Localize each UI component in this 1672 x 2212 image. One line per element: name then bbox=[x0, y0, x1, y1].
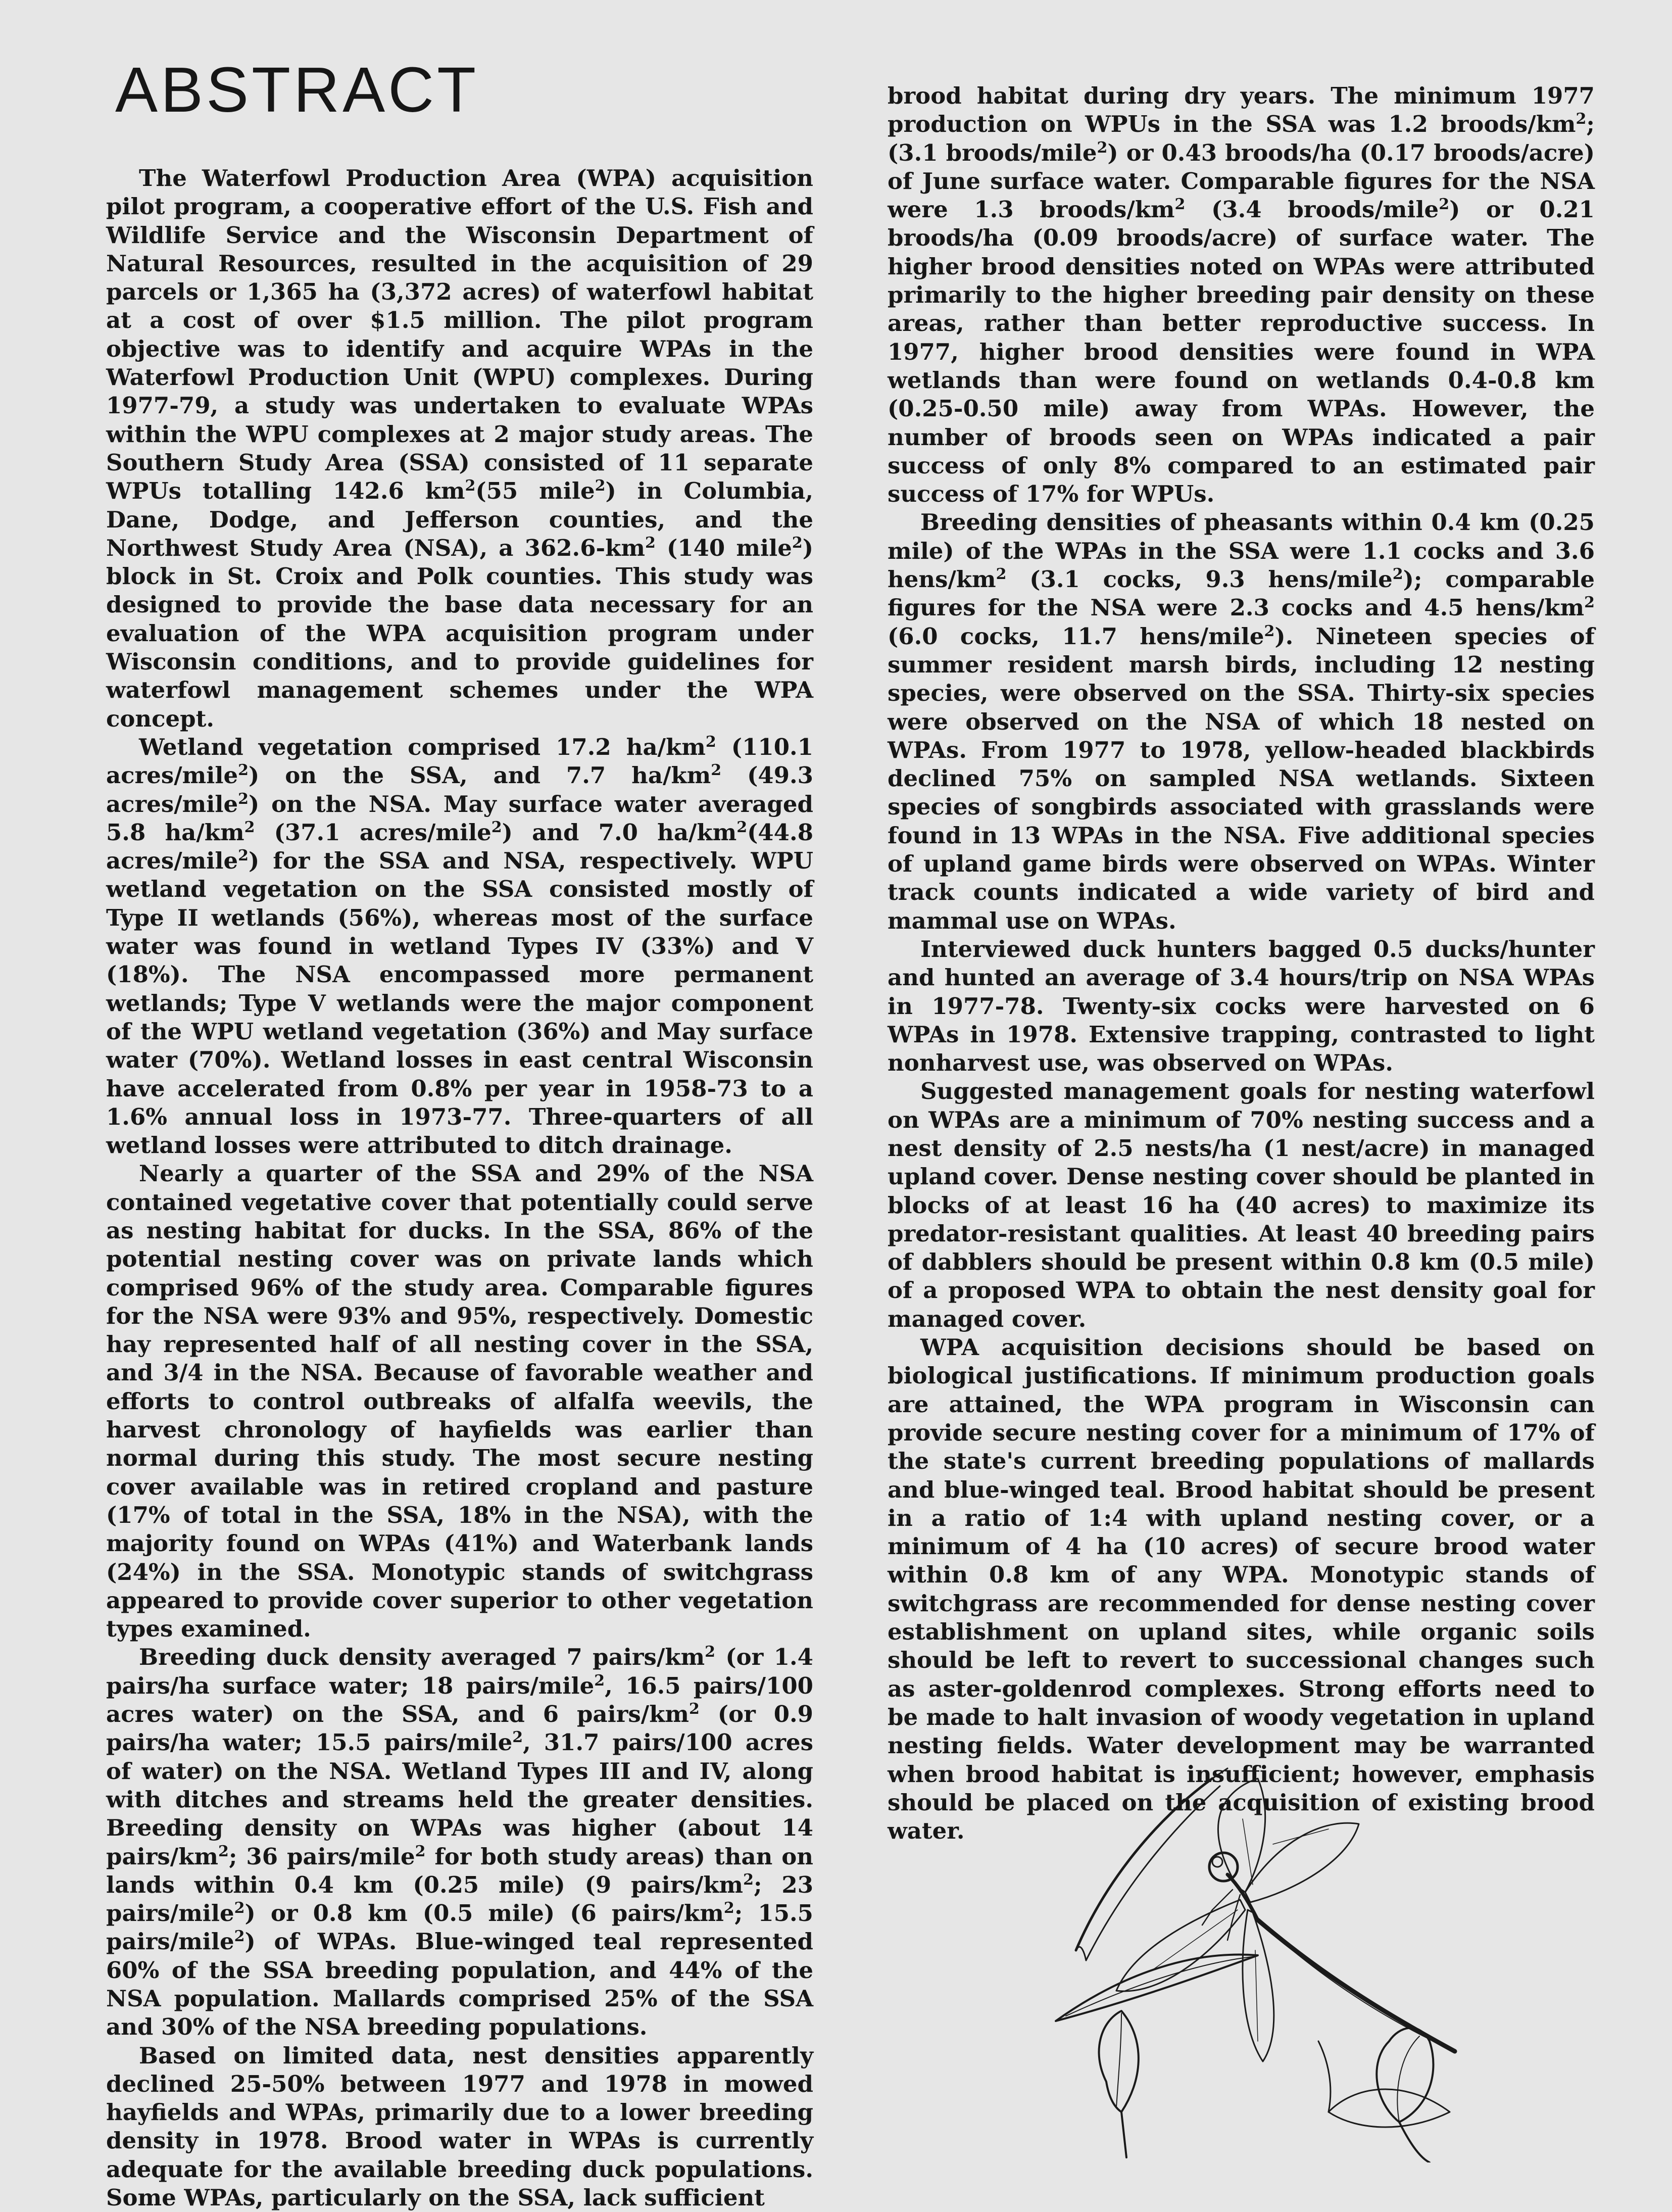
abstract-paragraph bbox=[106, 2042, 813, 2212]
text-run: (3.4 broods/mile bbox=[1185, 196, 1439, 223]
text-run: ); comparable figures for the NSA were 2.3 cocks and 4.5 hens/km bbox=[888, 566, 1595, 621]
superscript: 2 bbox=[705, 1643, 715, 1661]
text-run: ; 23 pairs/mile bbox=[106, 1871, 814, 1927]
abstract-paragraph bbox=[106, 1643, 813, 2041]
abstract-paragraph bbox=[106, 1160, 813, 1643]
text-run: (110.1 acres/mile bbox=[106, 733, 814, 789]
text-run: (37.1 acres/mile bbox=[255, 819, 491, 846]
text-run: Interviewed duck hunters bagged 0.5 ducks/hunter and hunted an average of 3.4 hours/trip on NSA WPAs in 1977-78. Twenty-six cocks were harvested on 6 WPAs in 1978. Extensive trapping, contrasted to light nonharvest use, was observed on WPAs. bbox=[888, 935, 1595, 1077]
text-run: (44.8 acres/mile bbox=[106, 819, 814, 875]
page-title: ABSTRACT bbox=[115, 54, 479, 125]
text-run: (49.3 acres/mile bbox=[106, 762, 813, 818]
superscript: 2 bbox=[1584, 594, 1595, 612]
superscript: 2 bbox=[595, 477, 606, 495]
text-run: ) on the SSA, and 7.7 ha/km bbox=[248, 762, 711, 789]
text-run: Suggested management goals for nesting waterfowl on WPAs are a minimum of 70% nesting success and a nest density of 2.5 nests/ha (1 nest/acre) in managed upland cover. Dense nesting cover should be planted in blocks of at least 16 ha (40 acres) to maximize its predator-resistant qualities. At least 40 breeding pairs of dabblers should be present within 0.8 km (0.5 mile) of a proposed WPA to obtain the nest density goal for managed cover. bbox=[888, 1078, 1595, 1332]
superscript: 2 bbox=[238, 790, 249, 808]
superscript: 2 bbox=[238, 761, 249, 780]
text-run: Breeding duck density averaged 7 pairs/km bbox=[139, 1644, 705, 1671]
text-run: (140 mile bbox=[655, 534, 792, 561]
superscript: 2 bbox=[415, 1842, 426, 1860]
text-run: Breeding densities of pheasants within 0.4 km (0.25 mile) of the WPAs in the SSA were 1.1 cocks and 3.6 hens/km bbox=[888, 509, 1595, 593]
text-run: ) on the NSA. May surface water averaged 5.8 ha/km bbox=[106, 790, 813, 846]
left-column bbox=[106, 164, 813, 2212]
text-run: (55 mile bbox=[475, 477, 595, 505]
text-run: ; 36 pairs/mile bbox=[228, 1843, 415, 1870]
superscript: 2 bbox=[491, 818, 502, 836]
superscript: 2 bbox=[743, 1870, 754, 1889]
superscript: 2 bbox=[1392, 565, 1403, 584]
text-run: ; 15.5 pairs/mile bbox=[106, 1900, 813, 1955]
text-run: , 16.5 pairs/100 acres water) on the SSA, and 6 pairs/km bbox=[106, 1672, 813, 1728]
abstract-paragraph bbox=[888, 1077, 1595, 1333]
superscript: 2 bbox=[244, 818, 255, 836]
superscript: 2 bbox=[1576, 110, 1587, 128]
dragonfly-illustration bbox=[1046, 1758, 1652, 2162]
superscript: 2 bbox=[689, 1700, 700, 1718]
text-run: ) in Columbia, Dane, Dodge, and Jefferson counties, and the Northwest Study Area (NSA), a 362.6-km bbox=[106, 477, 814, 561]
text-run: ) of WPAs. Blue-winged teal represented 60% of the SSA breeding population, and 44% of the NSA population. Mallards comprised 25% of the SSA and 30% of the NSA breeding populations. bbox=[106, 1928, 813, 2041]
text-run: ) or 0.43 broods/ha (0.17 broods/acre) of June surface water. Comparable figures for the NSA were 1.3 broods/km bbox=[888, 139, 1595, 223]
text-run: WPA acquisition decisions should be based on biological justifications. If minimum production goals are attained, the WPA program in Wisconsin can provide secure nesting cover for a minimum of 17% of the state's current breeding populations of mallards and blue-winged teal. Brood habitat should be present in a ratio of 1:4 with upland nesting cover, or a minimum of 4 ha (10 acres) of secure brood water within 0.8 km of any WPA. Monotypic stands of switchgrass are recommended for dense nesting cover establishment on upland sites, while organic soils should be left to revert to successional changes such as aster-goldenrod complexes. Strong efforts need to be made to halt invasion of woody vegetation in upland nesting fields. Water development may be warranted when brood habitat is insufficient; however, emphasis should be placed on the acquisition of existing brood water. bbox=[888, 1334, 1595, 1845]
text-run: brood habitat during dry years. The minimum 1977 production on WPUs in the SSA was 1.2 broods/km bbox=[888, 82, 1595, 138]
text-run: ) block in St. Croix and Polk counties. This study was designed to provide the base data necessary for an evaluation of the WPA acquisition program under Wisconsin conditions, and to provide guidelines for waterfowl management schemes under the WPA concept. bbox=[106, 534, 813, 732]
superscript: 2 bbox=[594, 1671, 605, 1690]
text-run: (3.1 cocks, 9.3 hens/mile bbox=[1006, 566, 1393, 593]
right-column bbox=[888, 82, 1595, 1845]
superscript: 2 bbox=[645, 534, 656, 552]
superscript: 2 bbox=[711, 761, 722, 780]
superscript: 2 bbox=[705, 733, 716, 751]
superscript: 2 bbox=[1439, 196, 1450, 214]
text-run: ). Nineteen species of summer resident marsh birds, including 12 nesting species, were observed on the SSA. Thirty-six species were observed on the NSA of which 18 nested on WPAs. From 1977 to 1978, yellow-headed blackbirds declined 75% on sampled NSA wetlands. Sixteen species of songbirds associated with grasslands were found in 13 WPAs in the NSA. Five additional species of upland game birds were observed on WPAs. Winter track counts indicated a wide variety of bird and mammal use on WPAs. bbox=[888, 622, 1595, 934]
superscript: 2 bbox=[512, 1728, 523, 1747]
superscript: 2 bbox=[736, 818, 748, 836]
text-run: The Waterfowl Production Area (WPA) acquisition pilot program, a cooperative effort of the U.S. Fish and Wildlife Service and the Wisconsin Department of Natural Resources, resulted in the acquisition of 29 parcels or 1,365 ha (3,372 acres) of waterfowl habitat at a cost of over $1.5 million. The pilot program objective was to identify and acquire WPAs in the Waterfowl Production Unit (WPU) complexes. During 1977-79, a study was undertaken to evaluate WPAs within the WPU complexes at 2 major study areas. The Southern Study Area (SSA) consisted of 11 separate WPUs totalling 142.6 km bbox=[106, 165, 813, 505]
text-run: (or 0.9 pairs/ha water; 15.5 pairs/mile bbox=[106, 1701, 813, 1756]
superscript: 2 bbox=[1264, 622, 1275, 640]
superscript: 2 bbox=[723, 1899, 734, 1917]
superscript: 2 bbox=[218, 1842, 229, 1860]
text-run: ) or 0.21 broods/ha (0.09 broods/acre) of surface water. The higher brood densities noted on WPAs were attributed primarily to the higher breeding pair density on these areas, rather than better reproductive success. In 1977, higher brood densities were found in WPA wetlands than were found on wetlands 0.4-0.8 km (0.25-0.50 mile) away from WPAs. However, the number of broods seen on WPAs indicated a pair success of only 8% compared to an estimated pair success of 17% for WPUs. bbox=[888, 196, 1595, 508]
superscript: 2 bbox=[1174, 196, 1186, 214]
text-run: Wetland vegetation comprised 17.2 ha/km bbox=[139, 733, 706, 760]
text-run: (or 1.4 pairs/ha surface water; 18 pairs/mile bbox=[106, 1644, 813, 1699]
text-run: ) or 0.8 km (0.5 mile) (6 pairs/km bbox=[244, 1900, 724, 1927]
superscript: 2 bbox=[792, 534, 803, 552]
superscript: 2 bbox=[234, 1899, 245, 1917]
text-run: (6.0 cocks, 11.7 hens/mile bbox=[888, 622, 1264, 650]
superscript: 2 bbox=[1097, 138, 1108, 157]
superscript: 2 bbox=[996, 565, 1007, 584]
abstract-paragraph bbox=[888, 82, 1595, 508]
text-run: for both study areas) than on lands within 0.4 km (0.25 mile) (9 pairs/km bbox=[106, 1843, 813, 1898]
superscript: 2 bbox=[234, 1928, 245, 1946]
superscript: 2 bbox=[465, 477, 476, 495]
abstract-paragraph bbox=[106, 733, 813, 1160]
abstract-paragraph bbox=[106, 164, 813, 733]
text-run: ) for the SSA and NSA, respectively. WPU wetland vegetation on the SSA consisted mostly of Type II wetlands (56%), whereas most of the surface water was found in wetland Types IV (33%) and V (18%). The NSA encompassed more permanent wetlands; Type V wetlands were the major component of the WPU wetland vegetation (36%) and May surface water (70%). Wetland losses in east central Wisconsin have accelerated from 0.8% per year in 1958-73 to a 1.6% annual loss in 1973-77. Three-quarters of all wetland losses were attributed to ditch drainage. bbox=[106, 847, 813, 1159]
abstract-paragraph bbox=[888, 508, 1595, 935]
text-run: Nearly a quarter of the SSA and 29% of the NSA contained vegetative cover that potentially could serve as nesting habitat for ducks. In the SSA, 86% of the potential nesting cover was on private lands which comprised 96% of the study area. Comparable figures for the NSA were 93% and 95%, respectively. Domestic hay represented half of all nesting cover in the SSA, and 3/4 in the NSA. Because of favorable weather and efforts to control outbreaks of alfalfa weevils, the harvest chronology of hayfields was earlier than normal during this study. The most secure nesting cover available was in retired cropland and pasture (17% of total in the SSA, 18% in the NSA), with the majority found on WPAs (41%) and Waterbank lands (24%) in the SSA. Monotypic stands of switchgrass appeared to provide cover superior to other vegetation types examined. bbox=[106, 1160, 813, 1643]
text-run: ) and 7.0 ha/km bbox=[502, 819, 737, 846]
text-run: , 31.7 pairs/100 acres of water) on the NSA. Wetland Types III and IV, along with ditches and streams held the greater densities. Breeding density on WPAs was higher (about 14 pairs/km bbox=[106, 1729, 813, 1870]
text-run: Based on limited data, nest densities apparently declined 25-50% between 1977 and 1978 in mowed hayfields and WPAs, primarily due to a lower breeding density in 1978. Brood water in WPAs is currently adequate for the available breeding duck populations. Some WPAs, particularly on the SSA, lack sufficient bbox=[106, 2042, 813, 2211]
text-run: ; (3.1 broods/mile bbox=[888, 111, 1595, 166]
superscript: 2 bbox=[238, 847, 249, 865]
abstract-paragraph bbox=[888, 935, 1595, 1077]
